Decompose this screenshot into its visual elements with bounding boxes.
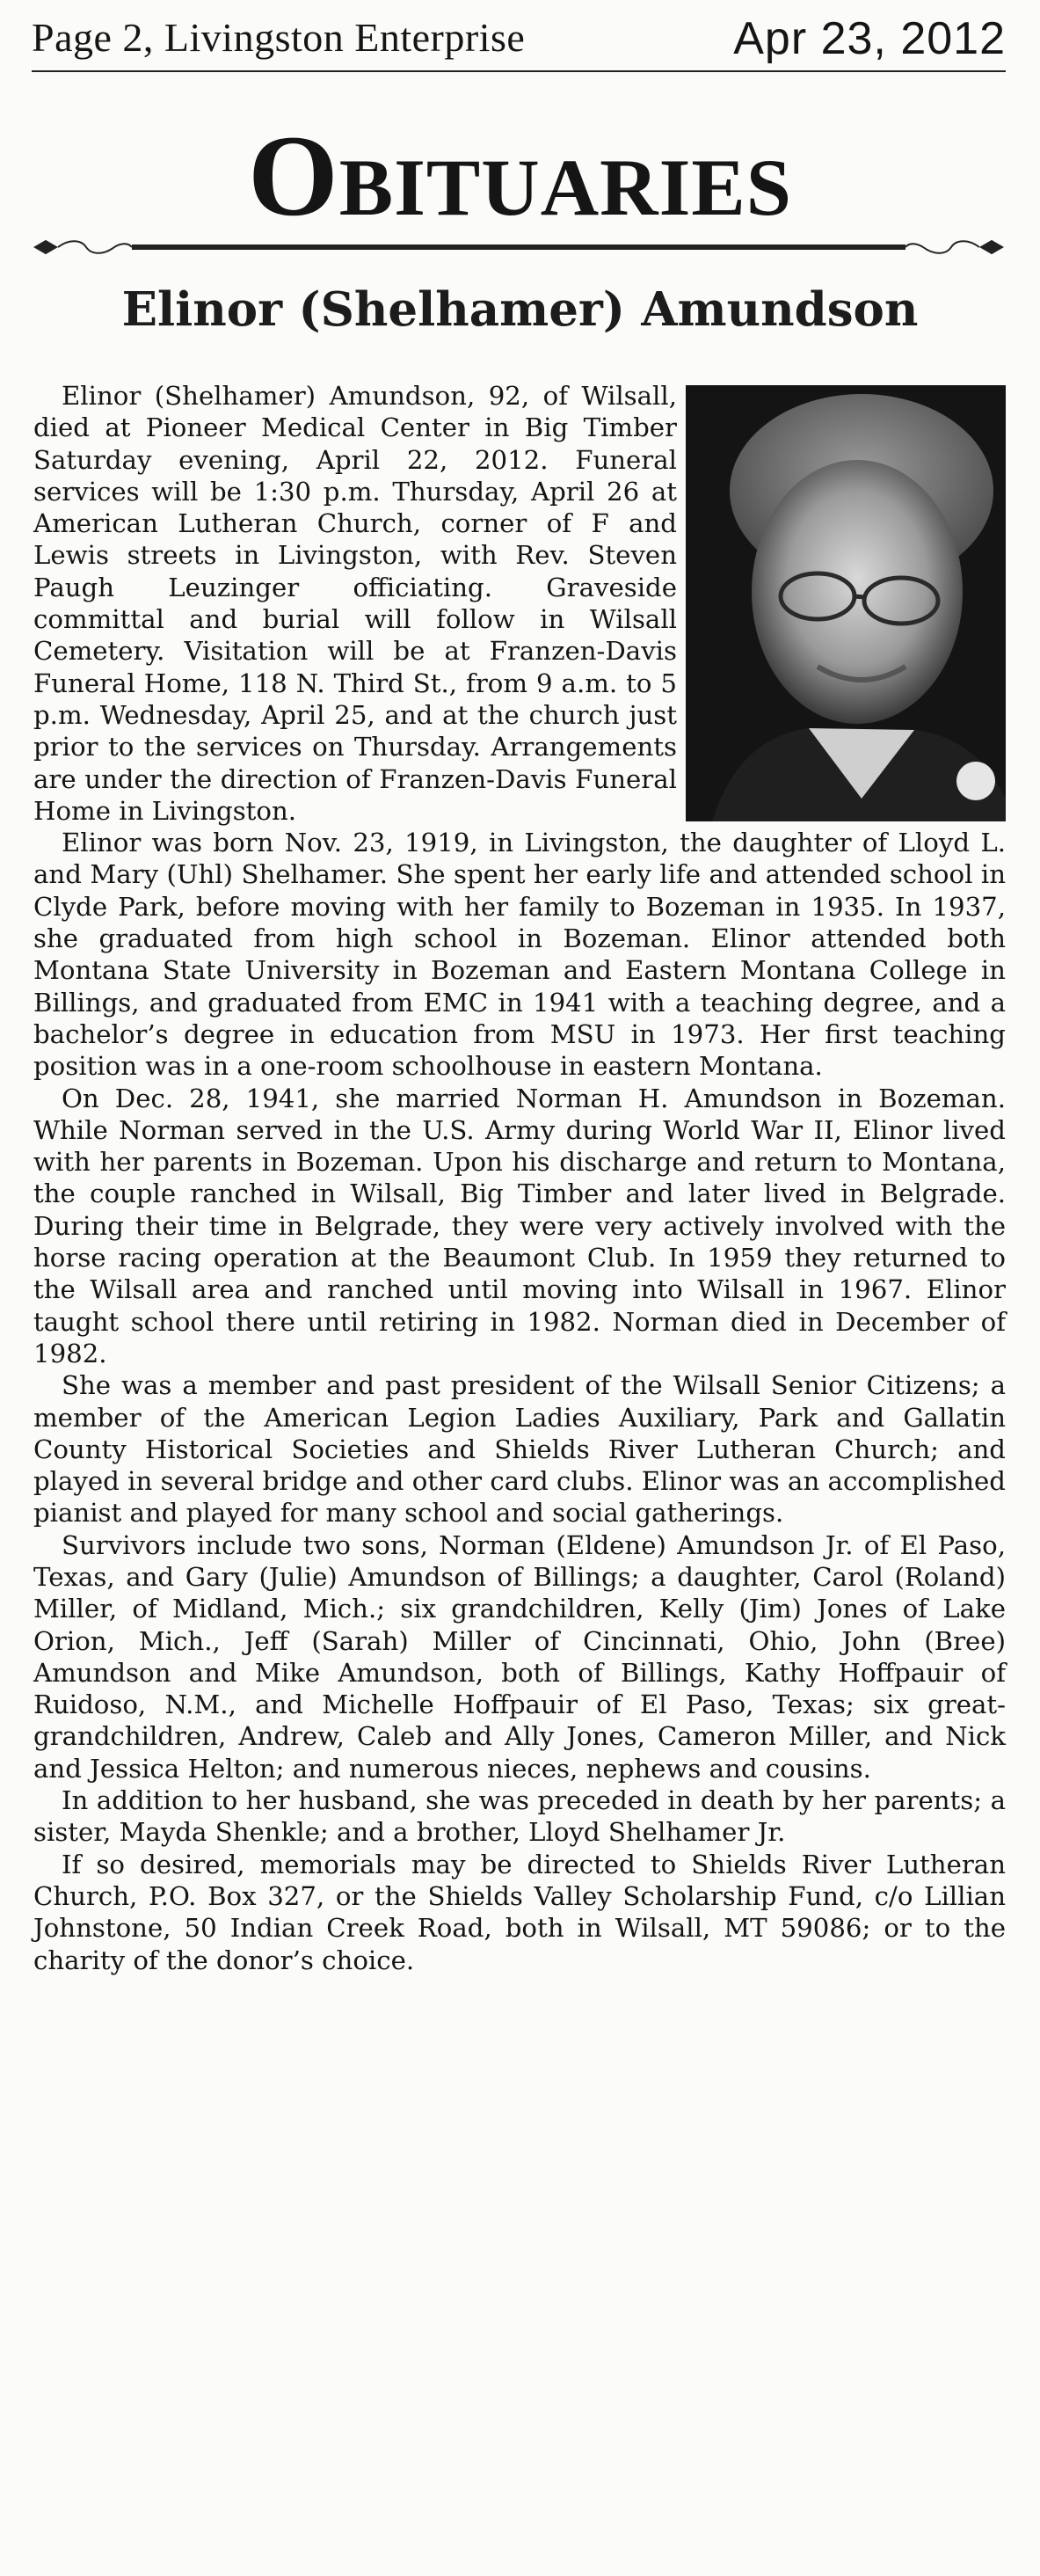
issue-date: Apr 23, 2012 xyxy=(733,13,1006,64)
paragraph: In addition to her husband, she was preceded in death by her parents; a sister, Mayda Shenkle; and a brother, Lloyd Shelhamer Jr. xyxy=(33,1785,1006,1848)
obituary-body xyxy=(33,380,1006,1976)
paragraph: Elinor (Shelhamer) Amundson, 92, of Wilsall, died at Pioneer Medical Center in Big Timber Saturday evening, April 22, 2012. Funeral services will be 1:30 p.m. Thursday, April 26 at American Lutheran Church, corner of F and Lewis streets in Livingston, with Rev. Steven Paugh Leuzinger officiating. Graveside committal and burial will follow in Wilsall Cemetery. Visitation will be at Franzen-Davis Funeral Home, 118 N. Third St., from 9 a.m. to 5 p.m. Wednesday, April 25, and at the church just prior to the services on Thursday. Arrangements are under the direction of Franzen-Davis Funeral Home in Livingston. xyxy=(33,381,677,826)
masthead xyxy=(32,12,1006,72)
section-title: Obituaries xyxy=(248,111,792,240)
ornamental-rule xyxy=(33,237,1004,257)
page-and-paper-name: Page 2, Livingston Enterprise xyxy=(32,15,526,60)
paragraph: On Dec. 28, 1941, she married Norman H. Amundson in Bozeman. While Norman served in the U.S. Army during World War II, Elinor lived with her parents in Bozeman. Upon his discharge and return to Montana, the couple ranched in Wilsall, Big Timber and later lived in Belgrade. During their time in Belgrade, they were very actively involved with the horse racing operation at the Beaumont Club. In 1959 they returned to the Wilsall area and ranched until moving into Wilsall in 1967. Elinor taught school there until retiring in 1982. Norman died in December of 1982. xyxy=(33,1083,1006,1368)
paragraph: If so desired, memorials may be directed to Shields River Lutheran Church, P.O. Box 327, or the Shields Valley Scholarship Fund, c/o Lillian Johnstone, 50 Indian Creek Road, both in Wilsall, MT 59086; or to the charity of the donor’s choice. xyxy=(33,1849,1006,1975)
paragraph: Elinor was born Nov. 23, 1919, in Livingston, the daughter of Lloyd L. and Mary (Uhl) Shelhamer. She spent her early life and attended school in Clyde Park, before moving with her family to Bozeman in 1935. In 1937, she graduated from high school in Bozeman. Elinor attended both Montana State University in Bozeman and Eastern Montana College in Billings, and graduated from EMC in 1941 with a teaching degree, and a bachelor’s degree in education from MSU in 1973. Her first teaching position was in a one-room schoolhouse in eastern Montana. xyxy=(33,828,1006,1082)
paragraph: Survivors include two sons, Norman (Eldene) Amundson Jr. of El Paso, Texas, and Gary (Julie) Amundson of Billings; a daughter, Carol (Roland) Miller, of Midland, Mich.; six grandchildren, Kelly (Jim) Jones of Lake Orion, Mich., Jeff (Sarah) Miller of Cincinnati, Ohio, John (Bree) Amundson and Mike Amundson, both of Billings, Kathy Hoffpauir of Ruidoso, N.M., and Michelle Hoffpauir of El Paso, Texas; six great-grandchildren, Andrew, Caleb and Ally Jones, Cameron Miller, and Nick and Jessica Helton; and numerous nieces, nephews and cousins. xyxy=(33,1529,1006,1784)
paragraph: She was a member and past president of the Wilsall Senior Citizens; a member of the American Legion Ladies Auxiliary, Park and Gallatin County Historical Societies and Shields River Lutheran Church; and played in several bridge and other card clubs. Elinor was an accomplished pianist and played for many school and social gatherings. xyxy=(33,1370,1006,1529)
photo-spacer xyxy=(689,380,1006,820)
obituary-headline: Elinor (Shelhamer) Amundson xyxy=(121,282,919,337)
